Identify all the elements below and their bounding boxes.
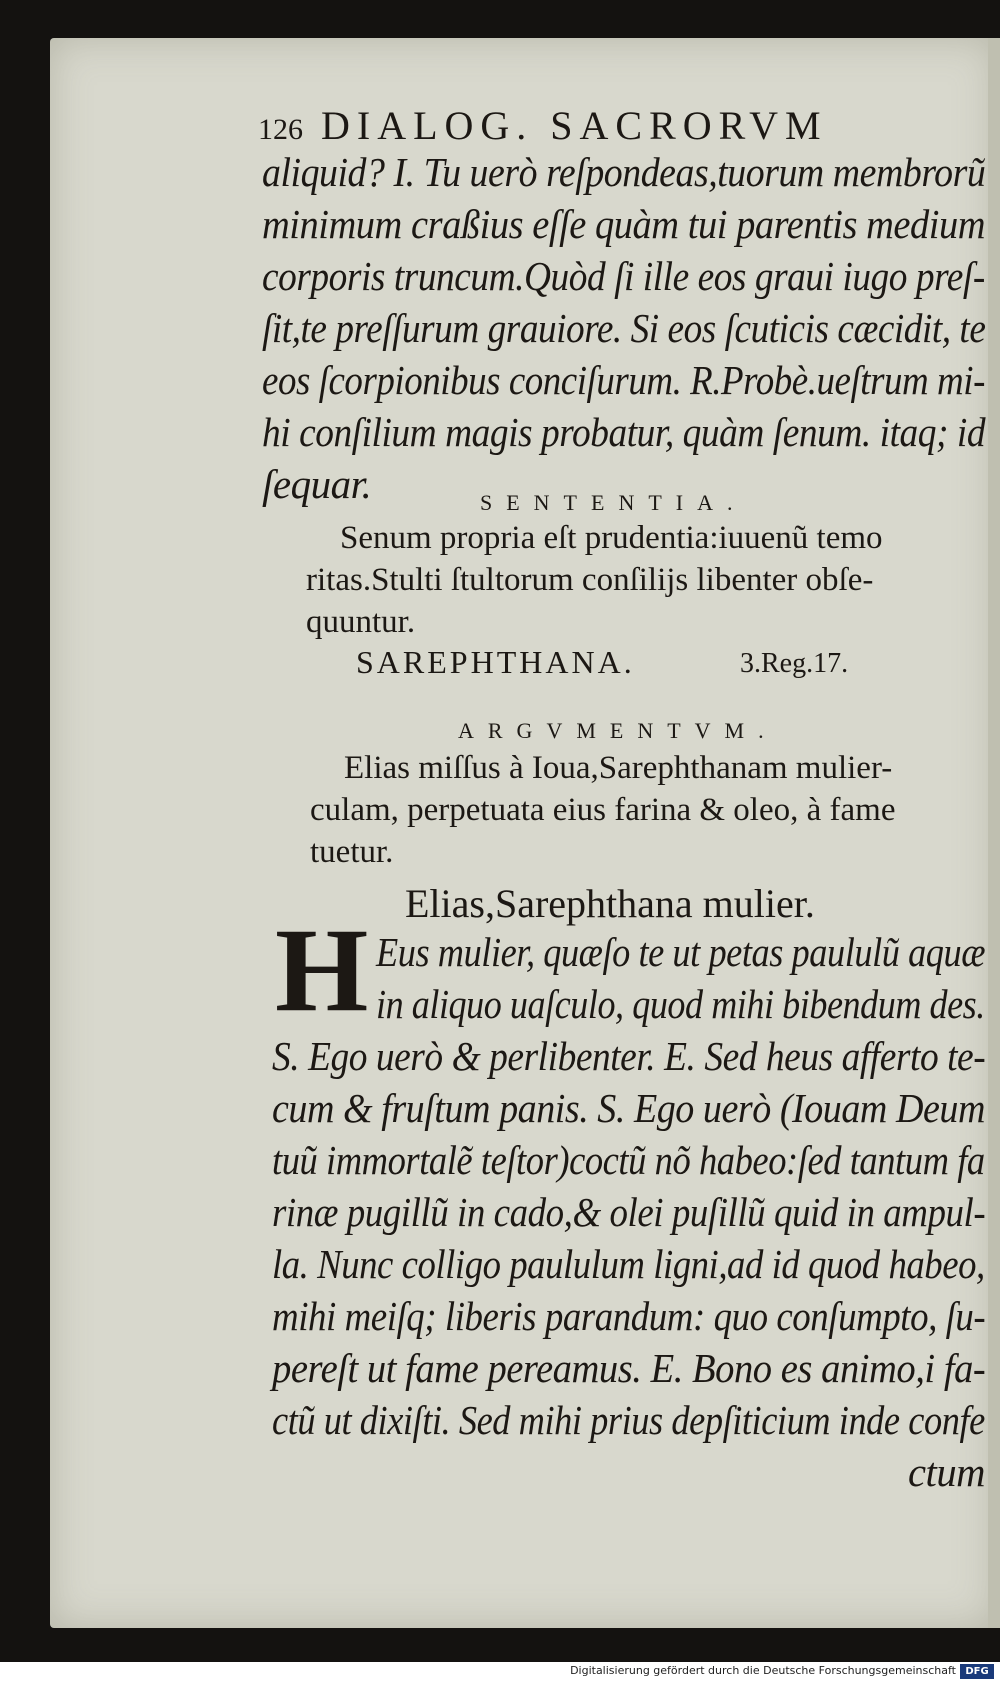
text-line: aliquid? I. Tu uerò reſpondeas,tuorum membrorũ [262, 149, 986, 195]
text-line: corporis truncum.Quòd ſi ille eos graui iugo preſ- [262, 253, 985, 299]
section-title: SAREPHTHANA. [356, 644, 635, 680]
text-line: tuũ immortalẽ teſtor)coctũ nõ habeo:ſed tantum fa [272, 1137, 985, 1183]
text-line: minimum craßius eſſe quàm tui parentis medium [262, 201, 986, 247]
text-line: quuntur. [306, 604, 416, 640]
text-line: ſequar. [262, 461, 372, 507]
text-line: la. Nunc colligo paululum ligni,ad id quod habeo, [272, 1241, 985, 1287]
running-head [258, 102, 828, 149]
page-edge [988, 38, 1000, 1628]
footer-credit: Digitalisierung gefördert durch die Deutsche Forschungsgemeinschaft [570, 1664, 956, 1677]
text-line: hi conſilium magis probatur, quàm ſenum. itaq; id [262, 409, 986, 455]
page-number: 126 [258, 113, 303, 146]
text-line: ſit,te preſſurum grauiore. Si eos ſcuticis cæcidit, te [262, 305, 986, 351]
running-title: DIALOG. SACRORVM [321, 103, 828, 148]
dfg-logo: DFG [960, 1664, 994, 1679]
catchword: ctum [908, 1449, 986, 1495]
text-line: in aliquo uaſculo, quod mihi bibendum des. [376, 981, 985, 1027]
text-line: Elias miſſus à Ioua,Sarephthanam mulier- [344, 750, 893, 786]
text-line: Senum propria eſt prudentia:iuuenũ temo [340, 520, 883, 556]
text-line: mihi meiſq; liberis parandum: quo conſumpto, ſu- [272, 1293, 986, 1339]
speakers-heading: Elias,Sarephthana mulier. [405, 881, 815, 926]
text-line: Eus mulier, quæſo te ut petas paululũ aquæ [376, 929, 986, 975]
text-line: culam, perpetuata eius farina & oleo, à fame [310, 792, 896, 828]
text-line: S. Ego uerò & perlibenter. E. Sed heus afferto te- [272, 1033, 986, 1079]
footer-bar [0, 1662, 1000, 1684]
text-line: ctũ ut dixiſti. Sed mihi prius depſiticium inde confe [272, 1397, 985, 1443]
sententia-heading: SENTENTIA. [480, 490, 747, 515]
text-line: rinæ pugillũ in cado,& olei puſillũ quid in ampul- [272, 1189, 986, 1235]
text-line: cum & fruſtum panis. S. Ego uerò (Iouam Deum [272, 1085, 985, 1131]
text-line: tuetur. [310, 834, 394, 870]
text-line: ritas.Stulti ſtultorum conſilijs libenter obſe- [306, 562, 874, 598]
section-reference: 3.Reg.17. [740, 648, 849, 679]
drop-cap-initial: H [275, 903, 369, 1036]
text-line: pereſt ut fame pereamus. E. Bono es animo,i fa- [272, 1345, 986, 1391]
argumentum-heading: ARGVMENTVM. [458, 718, 778, 743]
text-line: eos ſcorpionibus conciſurum. R.Probè.ueſtrum mi- [262, 357, 985, 403]
